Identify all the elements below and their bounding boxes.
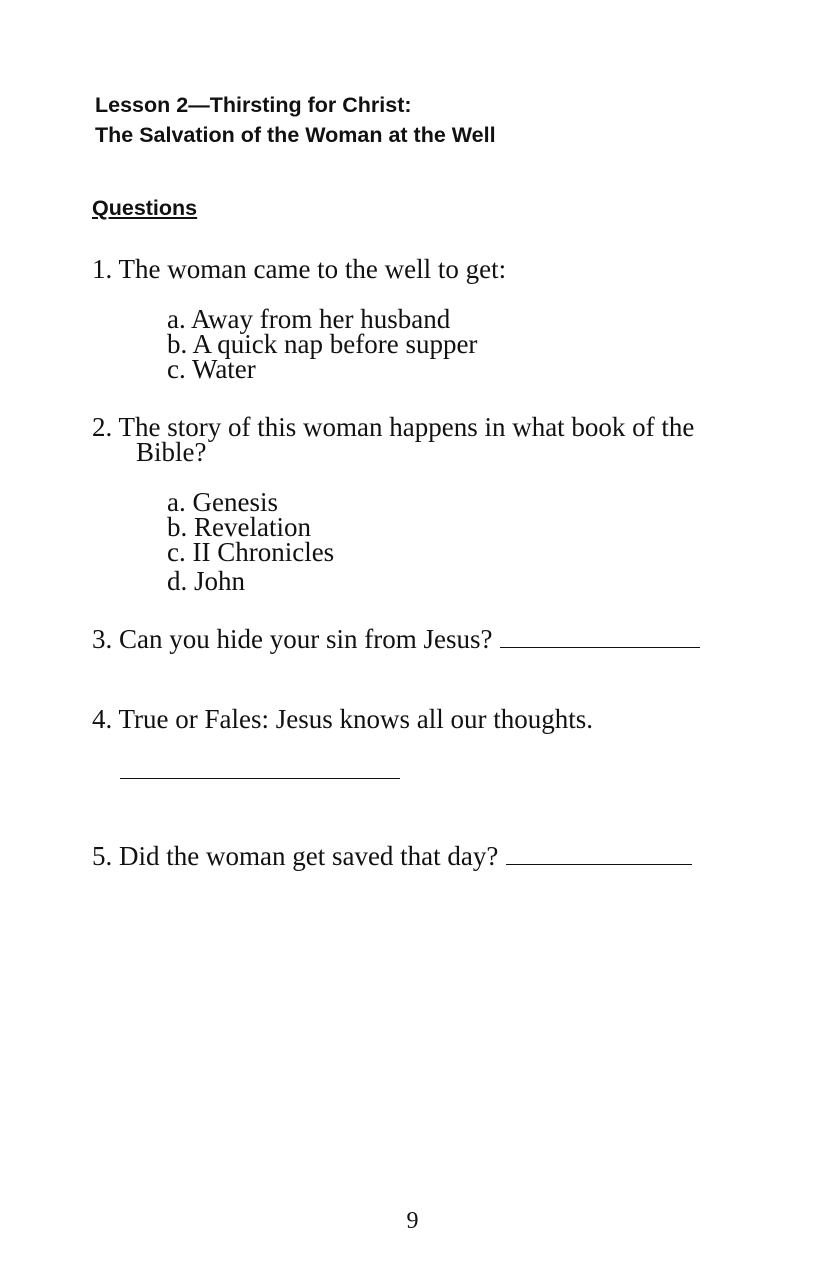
question-1-option-b: b. A quick nap before supper: [167, 329, 478, 359]
question-5-row: [92, 843, 692, 870]
question-2-option-a: a. Genesis: [167, 487, 278, 517]
question-2-continuation: Bible?: [136, 437, 207, 467]
lesson-title: [95, 90, 496, 150]
lesson-title-line-2: The Salvation of the Woman at the Well: [95, 123, 496, 147]
question-2-option-c: c. II Chronicles: [167, 537, 335, 567]
question-2: 2. The story of this woman happens in what book of the: [92, 412, 695, 442]
question-1-option-a: a. Away from her husband: [167, 304, 451, 334]
page-number: 9: [406, 1208, 419, 1234]
questions-heading: Questions: [92, 196, 198, 220]
question-3: 3. Can you hide your sin from Jesus?: [92, 624, 493, 654]
question-3-answer-blank[interactable]: [500, 627, 700, 648]
question-4-answer-blank[interactable]: [120, 778, 400, 779]
question-5: 5. Did the woman get saved that day?: [92, 841, 499, 871]
question-1: 1. The woman came to the well to get:: [92, 254, 507, 284]
question-1-option-c: c. Water: [167, 354, 256, 384]
lesson-title-line-1: Lesson 2—Thirsting for Christ:: [95, 93, 412, 117]
question-3-row: [92, 626, 700, 653]
question-2-option-d: d. John: [167, 566, 246, 596]
question-4: 4. True or Fales: Jesus knows all our thoughts.: [92, 704, 594, 734]
question-2-option-b: b. Revelation: [167, 512, 311, 542]
question-5-answer-blank[interactable]: [506, 844, 692, 865]
